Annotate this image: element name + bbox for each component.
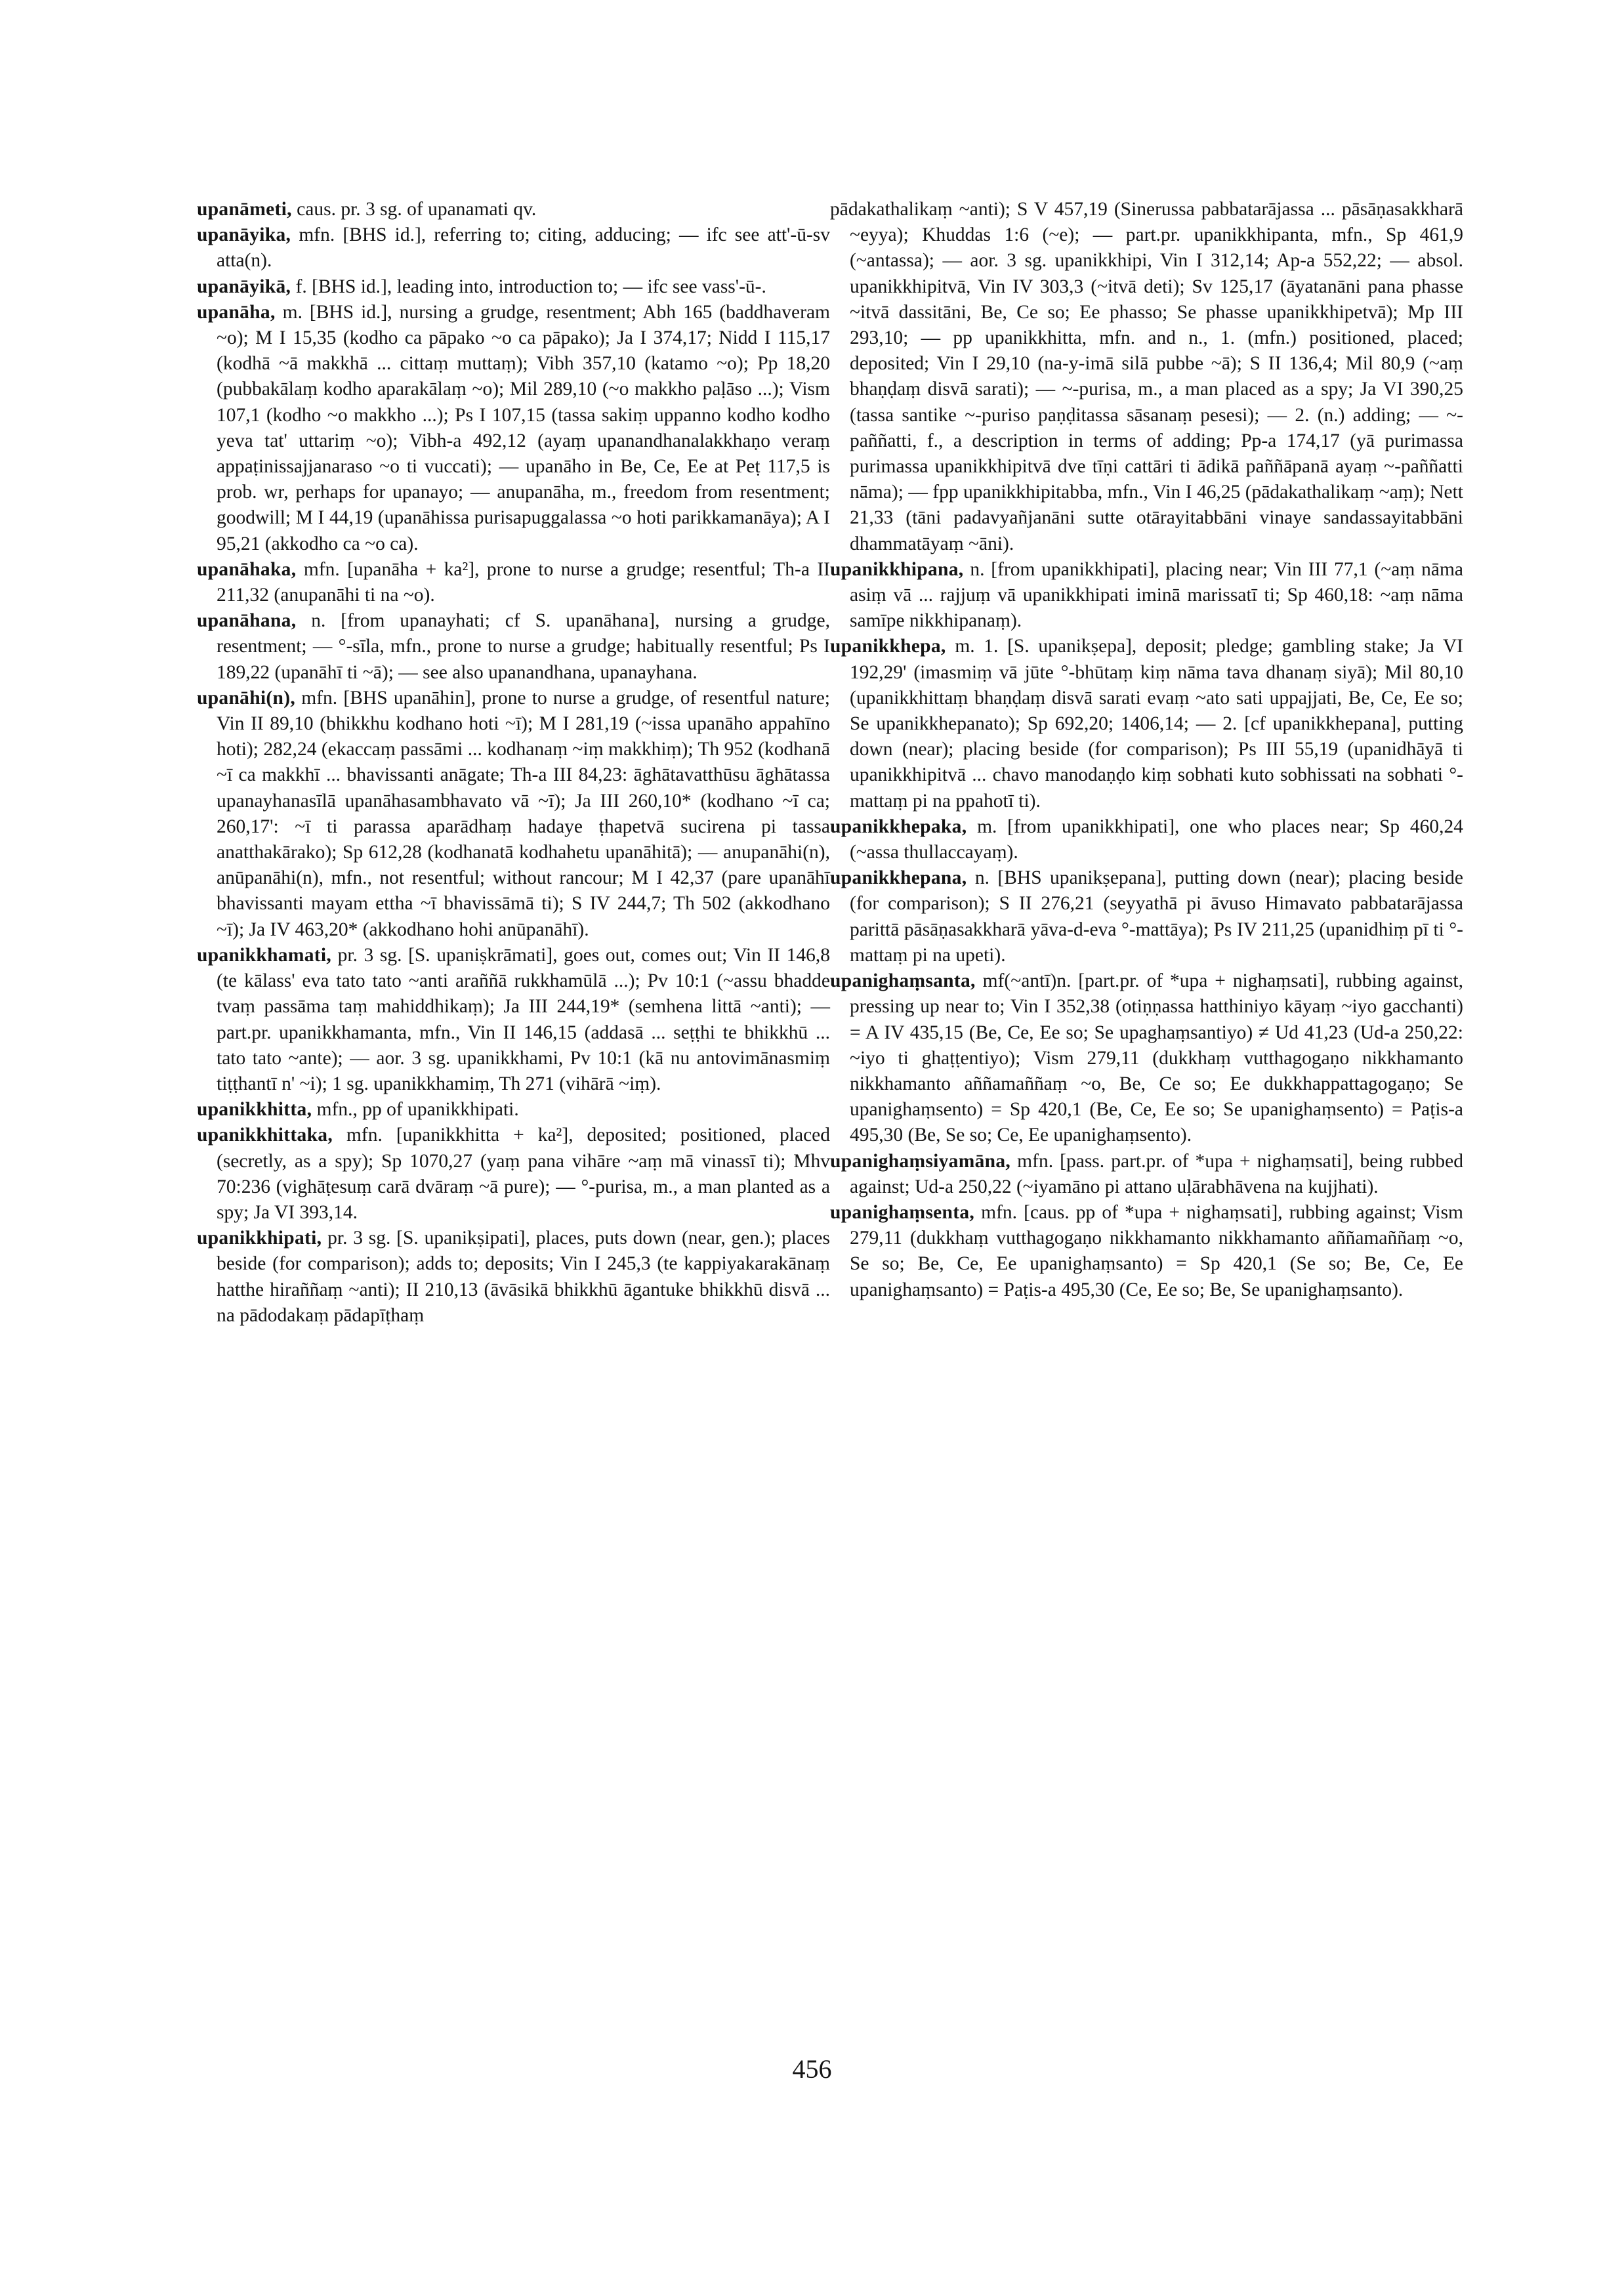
dictionary-entry [830, 634, 1463, 814]
entry-headword: upanikkhepa, [830, 636, 946, 657]
entry-headword: upanikkhittaka, [197, 1125, 333, 1146]
dictionary-entry [197, 686, 830, 943]
dictionary-entry [830, 814, 1463, 865]
entry-definition: f. [BHS id.], leading into, introduction to; — ifc see vass'-ū-. [295, 276, 766, 297]
dictionary-entry [197, 557, 830, 608]
entry-definition: pr. 3 sg. [S. upaniṣkrāmati], goes out, comes out; Vin II 146,8 (te kālass' eva tato tato ~anti araññā rukkhamūlā ...); Pv 10:1 (~assu bhadde tvaṃ passāma taṃ mahiddhikaṃ); Ja III 244,19* (semhena littā ~anti); — part.pr. upanikkhamanta, mfn., Vin II 146,15 (addasā ... seṭṭhi te bhikkhū ... tato tato ~ante); — aor. 3 sg. upanikkhami, Pv 10:1 (kā nu antovimānasmiṃ tiṭṭhantī n' ~i); 1 sg. upanikkhamiṃ, Th 271 (vihārā ~iṃ). [217, 944, 831, 1094]
entry-headword: upanāyikā, [197, 276, 291, 297]
entry-headword: upanikkhepana, [830, 867, 967, 889]
entry-headword: upanāhi(n), [197, 687, 296, 709]
entry-headword: upanāyika, [197, 224, 291, 246]
page-number: 456 [792, 2054, 832, 2084]
entry-headword: upanāmeti, [197, 199, 292, 220]
entry-headword: upanāhana, [197, 610, 297, 632]
entry-headword: upanāhaka, [197, 558, 297, 580]
entry-definition: m. 1. [S. upanikṣepa], deposit; pledge; gambling stake; Ja VI 192,29' (imasmiṃ vā jūte °-bhūtaṃ kiṃ nāma tava dhanaṃ siyā); Mil 80,10 (upanikkhittaṃ bhaṇḍaṃ disvā sarati evaṃ ~ato sati uppajjati, Be, Ce, Ee so; Se upanikkhepanato); Sp 692,20; 1406,14; — 2. [cf upanikkhepana], putting down (near); placing beside (for comparison); Ps III 55,19 (upanidhāyā ti upanikkhipitvā ... chavo manodaṇḍo kiṃ sobhati kuto sobhissati na sobhati °-mattaṃ pi na ppahotī ti). [850, 636, 1464, 812]
entry-headword: upanikkhepaka, [830, 816, 967, 837]
dictionary-entry [197, 1226, 830, 1329]
entry-headword: upanighaṃsenta, [830, 1201, 975, 1223]
entry-definition: m. [from upanikkhipati], one who places near; Sp 460,24 (~assa thullaccayaṃ). [850, 816, 1463, 863]
entry-definition: n. [from upanayhati; cf S. upanāhana], nursing a grudge, resentment; — °-sīla, mfn., prone to nurse a grudge; habitually resentful; Ps I 189,22 (upanāhī ti ~ā); — see also upanandhana, upanayhana. [217, 610, 831, 683]
entry-headword: upanighaṃsiyamāna, [830, 1150, 1011, 1172]
entry-definition: pādakathalikaṃ ~anti); S V 457,19 (Sinerussa pabbatarājassa ... pāsāṇasakkharā ~eyya); Khuddas 1:6 (~e); — part.pr. upanikkhipanta, mfn., Sp 461,9 (~antassa); — aor. 3 sg. upanikkhipi, Vin I 312,14; Ap-a 552,22; — absol. upanikkhipitvā, Vin IV 303,3 (~itvā deti); Sv 125,17 (āyatanāni pana phasse ~itvā dassitāni, Be, Ce so; Ee phasso; Se phasse upanikkhipetvā); Mp III 293,10; — pp upanikkhitta, mfn. and n., 1. (mfn.) positioned, placed; deposited; Vin I 29,10 (na-y-imā silā pubbe ~ā); S II 136,4; Mil 80,9 (~aṃ bhaṇḍaṃ disvā sarati); — ~-purisa, m., a man placed as a spy; Ja VI 390,25 (tassa santike ~-puriso paṇḍitassa sāsanaṃ pesesi); — 2. (n.) adding; — ~-paññatti, f., a description in terms of adding; Pp-a 174,17 (yā purimassa purimassa upanikkhipitvā dve tīṇi cattāri ti ādikā paññāpanā ayaṃ ~-paññatti nāma); — fpp upanikkhipitabba, mfn., Vin I 46,25 (pādakathalikaṃ ~aṃ); Nett 21,33 (tāni padavyañjanāni sutte otārayitabbāni vinaye sandassayitabbāni dhammatāyaṃ ~āni). [830, 199, 1463, 554]
entry-headword: upanāha, [197, 301, 276, 323]
entry-headword: upanikkhamati, [197, 944, 332, 966]
dictionary-entry [830, 557, 1463, 634]
entry-definition: mfn., pp of upanikkhipati. [316, 1099, 519, 1121]
entry-definition: mfn. [BHS upanāhin], prone to nurse a grudge, of resentful nature; Vin II 89,10 (bhikkhu kodhano hoti ~ī); M I 281,19 (~issa upanāho appahīno hoti); 282,24 (ekaccaṃ passāmi ... kodhanaṃ ~iṃ makkhiṃ); Th 952 (kodhanā ~ī ca makkhī ... bhavissanti anāgate; Th-a III 84,23: āghātavatthūsu āghātassa upanayhanasīlā upanāhasambhavato vā ~ī); Ja III 260,10* (kodhano ~ī ca; 260,17': ~ī ti parassa aparādhaṃ hadaye ṭhapetvā sucirena pi tassa anatthakārako); Sp 612,28 (kodhanatā kodhahetu upanāhitā); — anupanāhi(n), anūpanāhi(n), mfn., not resentful; without rancour; M I 42,37 (pare upanāhī bhavissanti mayam ettha ~ī bhavissāmā ti); S IV 244,7; Th 502 (akkodhano ~ī); Ja IV 463,20* (akkodhano hohi anūpanāhī). [217, 687, 830, 940]
entry-headword: upanighaṃsanta, [830, 970, 976, 992]
dictionary-entry [830, 968, 1463, 1148]
entry-definition: n. [BHS upanikṣepana], putting down (near); placing beside (for comparison); S II 276,21 (seyyathā pi āvuso Himavato pabbatarājassa parittā pāsāṇasakkharā yāva-d-eva °-mattāya); Ps IV 211,25 (upanidhiṃ pī ti °-mattaṃ pi na upeti). [850, 867, 1463, 966]
entry-definition: mfn. [caus. pp of *upa + nighaṃsati], rubbing against; Vism 279,11 (dukkhaṃ vutthagogaṇo nikkhamanto nikkhamanto aññamaññaṃ ~o, Se so; Be, Ce, Ee upanighaṃsanto) = Sp 420,1 (Se so; Be, Ce, Ee upanighaṃsanto) = Paṭis-a 495,30 (Ce, Ee so; Be, Se upanighaṃsanto). [850, 1201, 1463, 1300]
dictionary-entry [197, 300, 830, 557]
entry-definition: mfn. [pass. part.pr. of *upa + nighaṃsati], being rubbed against; Ud-a 250,22 (~iyamāno pi attano uḷārabhāvena na kujjhati). [850, 1150, 1463, 1197]
entry-headword: upanikkhitta, [197, 1099, 312, 1121]
dictionary-entry [830, 1149, 1463, 1200]
dictionary-entry [197, 197, 830, 222]
dictionary-entry [830, 1200, 1463, 1303]
dictionary-entry [197, 608, 830, 686]
entry-definition: mfn. [upanikkhitta + ka²], deposited; positioned, placed (secretly, as a spy); Sp 1070,27 (yaṃ pana vihāre ~aṃ mā vinassī ti); Mhv 70:236 (vighāṭesuṃ carā dvāraṃ ~ā pure); — °-purisa, m., a man planted as a spy; Ja VI 393,14. [217, 1125, 831, 1223]
dictionary-entry [197, 274, 830, 300]
entry-headword: upanikkhipati, [197, 1228, 322, 1249]
entry-definition: caus. pr. 3 sg. of upanamati qv. [297, 199, 537, 220]
left-column [197, 197, 830, 1329]
dictionary-entry [197, 943, 830, 1097]
dictionary-entry [197, 222, 830, 274]
entry-definition: mf(~antī)n. [part.pr. of *upa + nighaṃsati], rubbing against, pressing up near to; Vin I 352,38 (otiṇṇassa hatthiniyo kāyaṃ ~iyo gacchanti) = A IV 435,15 (Be, Ce, Ee so; Se upaghaṃsantiyo) ≠ Ud 41,23 (Ud-a 250,22: ~iyo ti ghaṭṭentiyo); Vism 279,11 (dukkhaṃ vutthagogaṇo nikkhamanto nikkhamanto aññamaññaṃ ~o, Be, Ce so; Ee dukkhappattagogaṇo; Se upanighaṃsento) = Sp 420,1 (Be, Ce, Ee so; Se upanighaṃsento) = Paṭis-a 495,30 (Be, Se so; Ce, Ee upanighaṃsento). [850, 970, 1463, 1146]
dictionary-entry [830, 865, 1463, 968]
right-column [830, 197, 1463, 1303]
dictionary-entry [197, 1097, 830, 1123]
entry-definition: pr. 3 sg. [S. upanikṣipati], places, puts down (near, gen.); places beside (for comparison); adds to; deposits; Vin I 245,3 (te kappiyakarakānaṃ hatthe hiraññaṃ ~anti); II 210,13 (āvāsikā bhikkhū āgantuke bhikkhū disvā ... na pādodakaṃ pādapīṭhaṃ [217, 1228, 831, 1326]
entry-definition: mfn. [upanāha + ka²], prone to nurse a grudge; resentful; Th-a II 211,32 (anupanāhi ti na ~o). [217, 558, 830, 606]
entry-definition: n. [from upanikkhipati], placing near; Vin III 77,1 (~aṃ nāma asiṃ vā ... rajjuṃ vā upanikkhipati iminā marissatī ti; Sp 460,18: ~aṃ nāma samīpe nikkhipanaṃ). [850, 558, 1463, 632]
dictionary-entry [197, 1123, 830, 1226]
entry-definition: m. [BHS id.], nursing a grudge, resentment; Abh 165 (baddhaveram ~o); M I 15,35 (kodho ca pāpako ~o ca pāpako); Ja I 374,17; Nidd I 115,17 (kodhā ~ā makkhā ... cittaṃ muttaṃ); Vibh 357,10 (katamo ~o); Pp 18,20 (pubbakālaṃ kodho aparakālaṃ ~o); Mil 289,10 (~o makkho paḷāso ...); Vism 107,1 (kodho ~o makkho ...); Ps I 107,15 (tassa sakiṃ uppanno kodho kodho yeva tat' uttariṃ ~o); Vibh-a 492,12 (ayaṃ upanandhanalakkhaṇo veraṃ appaṭinissajjanaraso ~o ti vuccati); — upanāho in Be, Ce, Ee at Peṭ 117,5 is prob. wr, perhaps for upanayo; — anupanāha, m., freedom from resentment; goodwill; M I 44,19 (upanāhissa purisapuggalassa ~o hoti parikkamanāya); A I 95,21 (akkodho ca ~o ca). [217, 301, 831, 554]
entry-definition: mfn. [BHS id.], referring to; citing, adducing; — ifc see att'-ū-sv atta(n). [217, 224, 831, 272]
entry-headword: upanikkhipana, [830, 558, 964, 580]
dictionary-entry [830, 197, 1463, 557]
